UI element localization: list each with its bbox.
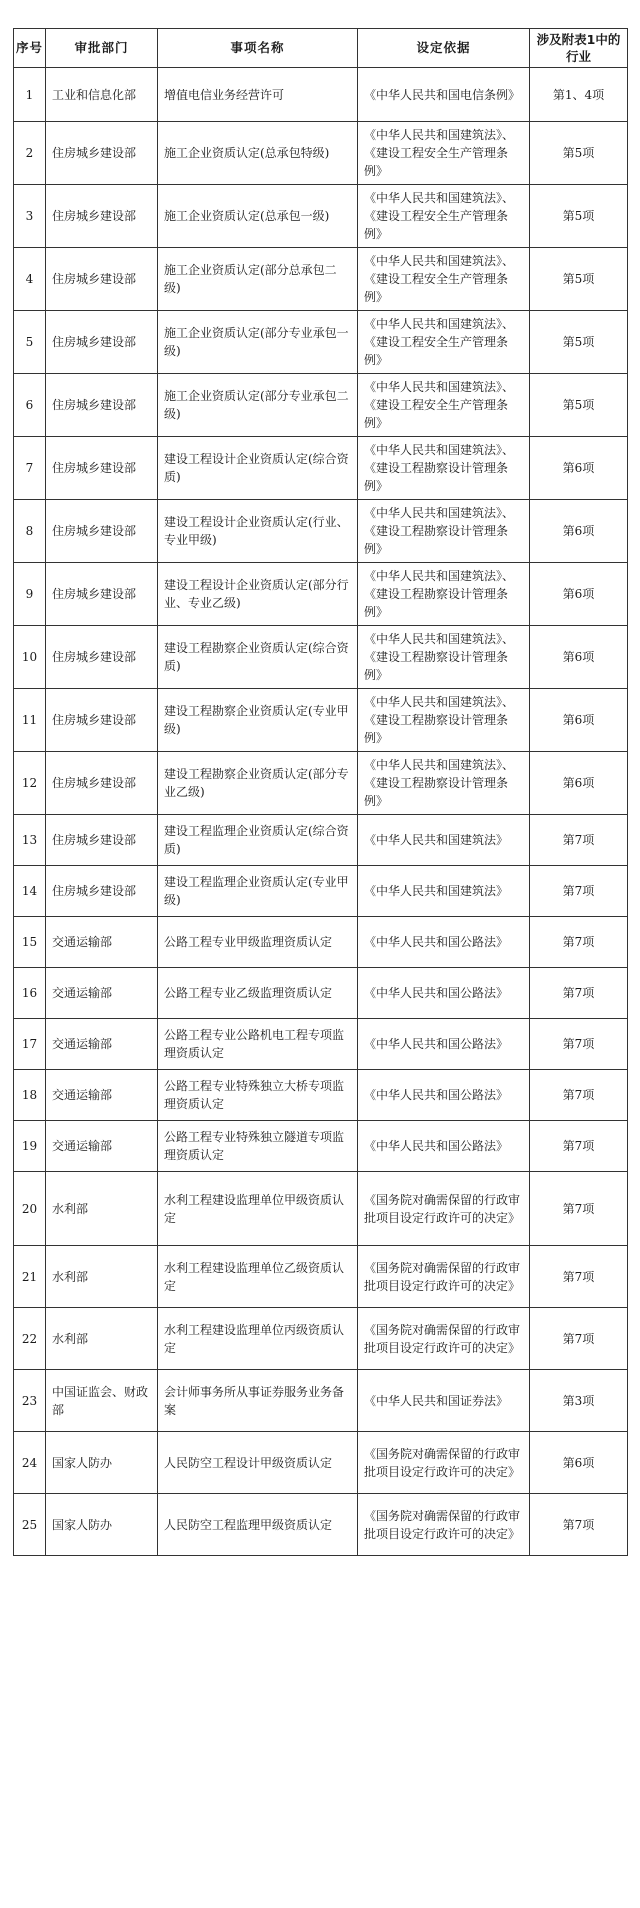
row-department: 国家人防办	[46, 1432, 158, 1494]
table-row	[14, 752, 628, 815]
row-number: 20	[14, 1172, 46, 1246]
row-number: 10	[14, 626, 46, 689]
header-item: 事项名称	[158, 29, 358, 68]
row-item-name: 建设工程监理企业资质认定(专业甲级)	[158, 866, 358, 917]
row-industry: 第7项	[530, 1121, 628, 1172]
table-row	[14, 1070, 628, 1121]
row-item-name: 建设工程设计企业资质认定(行业、专业甲级)	[158, 500, 358, 563]
row-industry: 第7项	[530, 815, 628, 866]
row-item-name: 增值电信业务经营许可	[158, 68, 358, 122]
table-row	[14, 866, 628, 917]
table-row	[14, 1019, 628, 1070]
row-department: 中国证监会、财政部	[46, 1370, 158, 1432]
row-item-name: 水利工程建设监理单位乙级资质认定	[158, 1246, 358, 1308]
row-department: 住房城乡建设部	[46, 866, 158, 917]
row-number: 18	[14, 1070, 46, 1121]
row-item-name: 人民防空工程设计甲级资质认定	[158, 1432, 358, 1494]
table-row	[14, 68, 628, 122]
row-department: 水利部	[46, 1246, 158, 1308]
row-item-name: 公路工程专业公路机电工程专项监理资质认定	[158, 1019, 358, 1070]
table-row	[14, 1432, 628, 1494]
row-legal-basis: 《中华人民共和国公路法》	[358, 1121, 530, 1172]
row-item-name: 会计师事务所从事证券服务业务备案	[158, 1370, 358, 1432]
table-row	[14, 1121, 628, 1172]
row-legal-basis: 《中华人民共和国建筑法》、《建设工程勘察设计管理条例》	[358, 437, 530, 500]
row-number: 14	[14, 866, 46, 917]
row-number: 9	[14, 563, 46, 626]
row-legal-basis: 《中华人民共和国建筑法》、《建设工程勘察设计管理条例》	[358, 689, 530, 752]
row-item-name: 建设工程设计企业资质认定(部分行业、专业乙级)	[158, 563, 358, 626]
row-number: 19	[14, 1121, 46, 1172]
row-legal-basis: 《中华人民共和国公路法》	[358, 1070, 530, 1121]
row-legal-basis: 《中华人民共和国公路法》	[358, 917, 530, 968]
table-row	[14, 1494, 628, 1556]
table-row	[14, 626, 628, 689]
row-item-name: 公路工程专业特殊独立大桥专项监理资质认定	[158, 1070, 358, 1121]
row-legal-basis: 《国务院对确需保留的行政审批项目设定行政许可的决定》	[358, 1246, 530, 1308]
table-row	[14, 1308, 628, 1370]
row-number: 23	[14, 1370, 46, 1432]
row-item-name: 公路工程专业特殊独立隧道专项监理资质认定	[158, 1121, 358, 1172]
row-item-name: 公路工程专业甲级监理资质认定	[158, 917, 358, 968]
row-item-name: 建设工程勘察企业资质认定(综合资质)	[158, 626, 358, 689]
table-header-row	[14, 29, 628, 68]
row-department: 住房城乡建设部	[46, 689, 158, 752]
row-item-name: 建设工程勘察企业资质认定(专业甲级)	[158, 689, 358, 752]
row-industry: 第7项	[530, 1172, 628, 1246]
row-department: 交通运输部	[46, 1070, 158, 1121]
table-row	[14, 122, 628, 185]
row-department: 住房城乡建设部	[46, 815, 158, 866]
row-item-name: 人民防空工程监理甲级资质认定	[158, 1494, 358, 1556]
row-industry: 第5项	[530, 311, 628, 374]
row-item-name: 建设工程勘察企业资质认定(部分专业乙级)	[158, 752, 358, 815]
row-industry: 第3项	[530, 1370, 628, 1432]
table-row	[14, 311, 628, 374]
row-department: 水利部	[46, 1308, 158, 1370]
row-department: 国家人防办	[46, 1494, 158, 1556]
row-item-name: 公路工程专业乙级监理资质认定	[158, 968, 358, 1019]
row-department: 工业和信息化部	[46, 68, 158, 122]
header-basis: 设定依据	[358, 29, 530, 68]
row-legal-basis: 《中华人民共和国建筑法》、《建设工程勘察设计管理条例》	[358, 563, 530, 626]
row-legal-basis: 《中华人民共和国建筑法》、《建设工程安全生产管理条例》	[358, 374, 530, 437]
table-row	[14, 248, 628, 311]
row-item-name: 施工企业资质认定(总承包一级)	[158, 185, 358, 248]
row-legal-basis: 《中华人民共和国建筑法》、《建设工程安全生产管理条例》	[358, 185, 530, 248]
table-row	[14, 689, 628, 752]
table-row	[14, 1370, 628, 1432]
row-item-name: 施工企业资质认定(总承包特级)	[158, 122, 358, 185]
row-number: 15	[14, 917, 46, 968]
row-department: 住房城乡建设部	[46, 248, 158, 311]
row-number: 21	[14, 1246, 46, 1308]
row-department: 住房城乡建设部	[46, 374, 158, 437]
row-industry: 第5项	[530, 185, 628, 248]
table-row	[14, 437, 628, 500]
header-no: 序号	[14, 29, 46, 68]
row-industry: 第7项	[530, 866, 628, 917]
row-number: 16	[14, 968, 46, 1019]
row-industry: 第6项	[530, 626, 628, 689]
row-industry: 第6项	[530, 437, 628, 500]
row-number: 17	[14, 1019, 46, 1070]
approval-items-table-container	[13, 28, 627, 1556]
row-department: 交通运输部	[46, 1019, 158, 1070]
row-industry: 第6项	[530, 1432, 628, 1494]
row-number: 8	[14, 500, 46, 563]
table-body	[14, 68, 628, 1556]
row-department: 交通运输部	[46, 1121, 158, 1172]
row-item-name: 施工企业资质认定(部分专业承包二级)	[158, 374, 358, 437]
row-industry: 第7项	[530, 1019, 628, 1070]
row-legal-basis: 《中华人民共和国电信条例》	[358, 68, 530, 122]
row-department: 住房城乡建设部	[46, 437, 158, 500]
row-department: 水利部	[46, 1172, 158, 1246]
row-item-name: 水利工程建设监理单位丙级资质认定	[158, 1308, 358, 1370]
row-legal-basis: 《中华人民共和国建筑法》、《建设工程勘察设计管理条例》	[358, 752, 530, 815]
row-legal-basis: 《中华人民共和国建筑法》、《建设工程安全生产管理条例》	[358, 122, 530, 185]
approval-items-table	[13, 28, 628, 1556]
row-number: 25	[14, 1494, 46, 1556]
row-industry: 第7项	[530, 1070, 628, 1121]
row-number: 4	[14, 248, 46, 311]
table-row	[14, 1172, 628, 1246]
row-industry: 第6项	[530, 500, 628, 563]
row-industry: 第7项	[530, 968, 628, 1019]
table-row	[14, 563, 628, 626]
row-number: 1	[14, 68, 46, 122]
row-legal-basis: 《中华人民共和国公路法》	[358, 968, 530, 1019]
row-item-name: 施工企业资质认定(部分专业承包一级)	[158, 311, 358, 374]
row-industry: 第6项	[530, 752, 628, 815]
row-department: 住房城乡建设部	[46, 122, 158, 185]
row-number: 24	[14, 1432, 46, 1494]
row-legal-basis: 《中华人民共和国建筑法》、《建设工程勘察设计管理条例》	[358, 500, 530, 563]
row-legal-basis: 《中华人民共和国公路法》	[358, 1019, 530, 1070]
row-legal-basis: 《国务院对确需保留的行政审批项目设定行政许可的决定》	[358, 1494, 530, 1556]
row-item-name: 施工企业资质认定(部分总承包二级)	[158, 248, 358, 311]
row-industry: 第5项	[530, 248, 628, 311]
table-row	[14, 968, 628, 1019]
row-item-name: 建设工程监理企业资质认定(综合资质)	[158, 815, 358, 866]
row-number: 11	[14, 689, 46, 752]
table-row	[14, 815, 628, 866]
table-row	[14, 1246, 628, 1308]
row-department: 住房城乡建设部	[46, 500, 158, 563]
header-dept: 审批部门	[46, 29, 158, 68]
row-item-name: 水利工程建设监理单位甲级资质认定	[158, 1172, 358, 1246]
row-department: 交通运输部	[46, 968, 158, 1019]
table-row	[14, 500, 628, 563]
row-legal-basis: 《中华人民共和国建筑法》、《建设工程安全生产管理条例》	[358, 311, 530, 374]
row-industry: 第6项	[530, 689, 628, 752]
row-industry: 第6项	[530, 563, 628, 626]
row-number: 13	[14, 815, 46, 866]
row-item-name: 建设工程设计企业资质认定(综合资质)	[158, 437, 358, 500]
row-department: 住房城乡建设部	[46, 311, 158, 374]
row-department: 交通运输部	[46, 917, 158, 968]
row-number: 6	[14, 374, 46, 437]
row-legal-basis: 《中华人民共和国建筑法》、《建设工程安全生产管理条例》	[358, 248, 530, 311]
row-number: 5	[14, 311, 46, 374]
row-number: 2	[14, 122, 46, 185]
row-industry: 第5项	[530, 374, 628, 437]
row-legal-basis: 《中华人民共和国证券法》	[358, 1370, 530, 1432]
row-legal-basis: 《国务院对确需保留的行政审批项目设定行政许可的决定》	[358, 1308, 530, 1370]
row-department: 住房城乡建设部	[46, 752, 158, 815]
row-number: 22	[14, 1308, 46, 1370]
row-industry: 第1、4项	[530, 68, 628, 122]
row-department: 住房城乡建设部	[46, 185, 158, 248]
table-row	[14, 374, 628, 437]
row-industry: 第7项	[530, 917, 628, 968]
table-row	[14, 917, 628, 968]
row-legal-basis: 《中华人民共和国建筑法》	[358, 815, 530, 866]
header-industry: 涉及附表1中的行业	[530, 29, 628, 68]
row-industry: 第7项	[530, 1308, 628, 1370]
row-legal-basis: 《国务院对确需保留的行政审批项目设定行政许可的决定》	[358, 1432, 530, 1494]
row-department: 住房城乡建设部	[46, 626, 158, 689]
row-department: 住房城乡建设部	[46, 563, 158, 626]
row-number: 3	[14, 185, 46, 248]
row-industry: 第5项	[530, 122, 628, 185]
row-legal-basis: 《中华人民共和国建筑法》、《建设工程勘察设计管理条例》	[358, 626, 530, 689]
row-industry: 第7项	[530, 1494, 628, 1556]
row-industry: 第7项	[530, 1246, 628, 1308]
row-legal-basis: 《中华人民共和国建筑法》	[358, 866, 530, 917]
row-number: 12	[14, 752, 46, 815]
table-row	[14, 185, 628, 248]
row-legal-basis: 《国务院对确需保留的行政审批项目设定行政许可的决定》	[358, 1172, 530, 1246]
row-number: 7	[14, 437, 46, 500]
